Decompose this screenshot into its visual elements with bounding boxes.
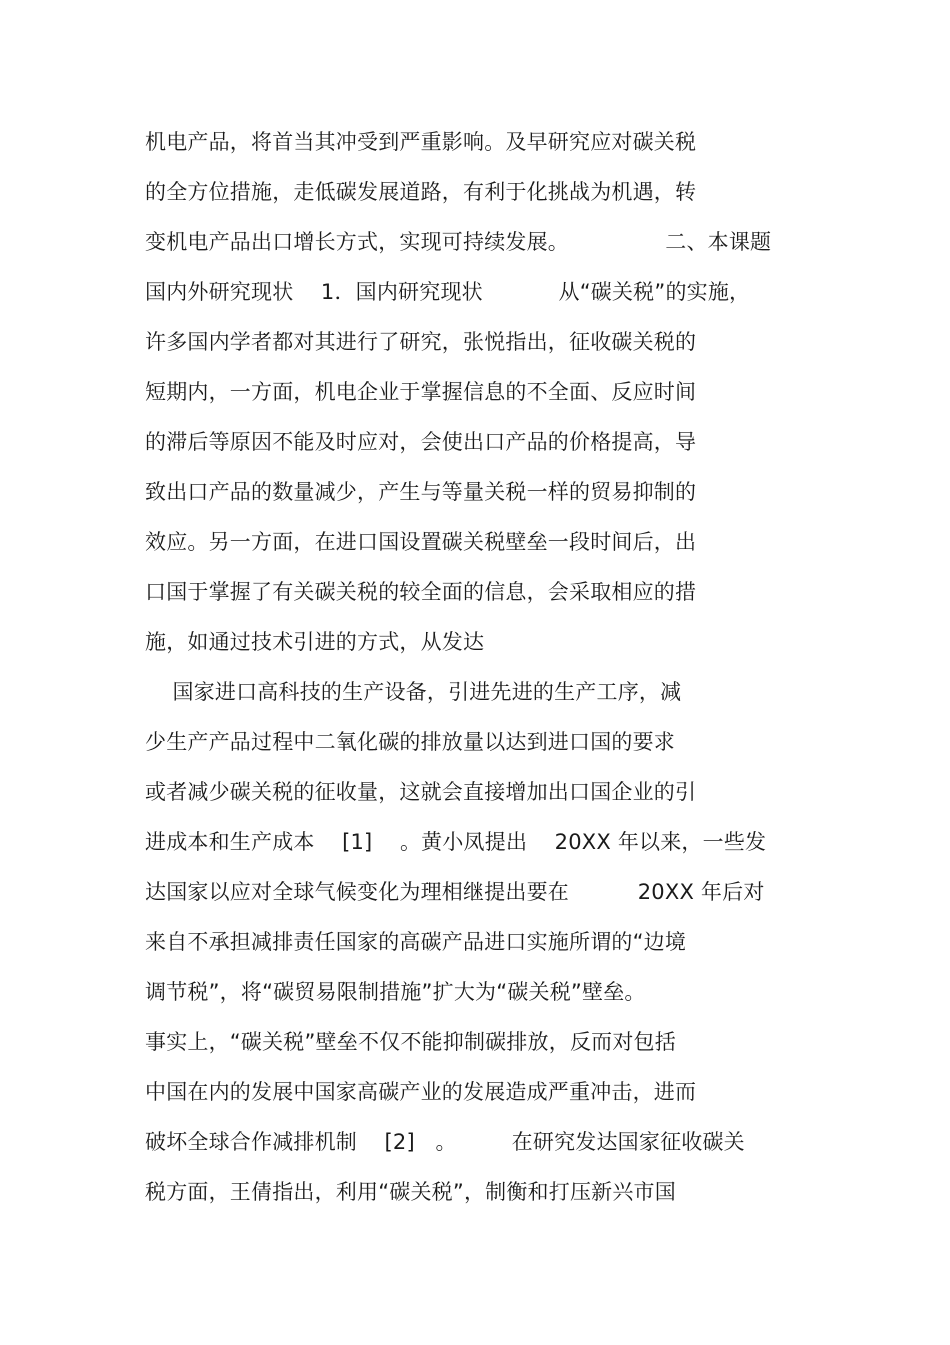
text-line: 的滞后等原因不能及时应对，会使出口产品的价格提高，导: [145, 430, 697, 454]
text-line: 短期内，一方面，机电企业于掌握信息的不全面、反应时间: [145, 380, 697, 404]
text-line: 调节税”，将“碳贸易限制措施”扩大为“碳关税”壁垒。: [145, 980, 646, 1004]
text-line: 税方面，王倩指出，利用“碳关税”，制衡和打压新兴市国: [145, 1180, 676, 1204]
text-line: 口国于掌握了有关碳关税的较全面的信息，会采取相应的措: [145, 580, 697, 604]
text-line: 国内外研究现状 1．国内研究现状 从“碳关税”的实施，: [145, 280, 751, 304]
text-line: 来自不承担减排责任国家的高碳产品进口实施所谓的“边境: [145, 930, 687, 954]
text-line: 效应。另一方面，在进口国设置碳关税壁垒一段时间后，出: [145, 530, 697, 554]
text-line: 达国家以应对全球气候变化为理相继提出要在 20XX 年后对: [145, 880, 765, 904]
text-line: 中国在内的发展中国家高碳产业的发展造成严重冲击，进而: [145, 1080, 697, 1104]
text-line: 少生产产品过程中二氧化碳的排放量以达到进口国的要求: [145, 730, 675, 754]
text-line: 机电产品，将首当其冲受到严重影响。及早研究应对碳关税: [145, 130, 697, 154]
text-line: 或者减少碳关税的征收量，这就会直接增加出口国企业的引: [145, 780, 697, 804]
text-line: 变机电产品出口增长方式，实现可持续发展。 二、本课题: [145, 230, 772, 254]
text-line: 许多国内学者都对其进行了研究，张悦指出，征收碳关税的: [145, 330, 697, 354]
text-line: 的全方位措施，走低碳发展道路，有利于化挑战为机遇，转: [145, 180, 697, 204]
paragraph-first-line: 国家进口高科技的生产设备，引进先进的生产工序，减: [145, 680, 682, 704]
text-line: 破坏全球合作减排机制 [2] 。 在研究发达国家征收碳关: [145, 1130, 745, 1154]
text-line: 事实上，“碳关税”壁垒不仅不能抑制碳排放，反而对包括: [145, 1030, 676, 1054]
text-line: 进成本和生产成本 [1] 。黄小凤提出 20XX 年以来，一些发: [145, 830, 767, 854]
text-line: 施，如通过技术引进的方式，从发达: [145, 630, 485, 654]
text-line: 致出口产品的数量减少，产生与等量关税一样的贸易抑制的: [145, 480, 697, 504]
